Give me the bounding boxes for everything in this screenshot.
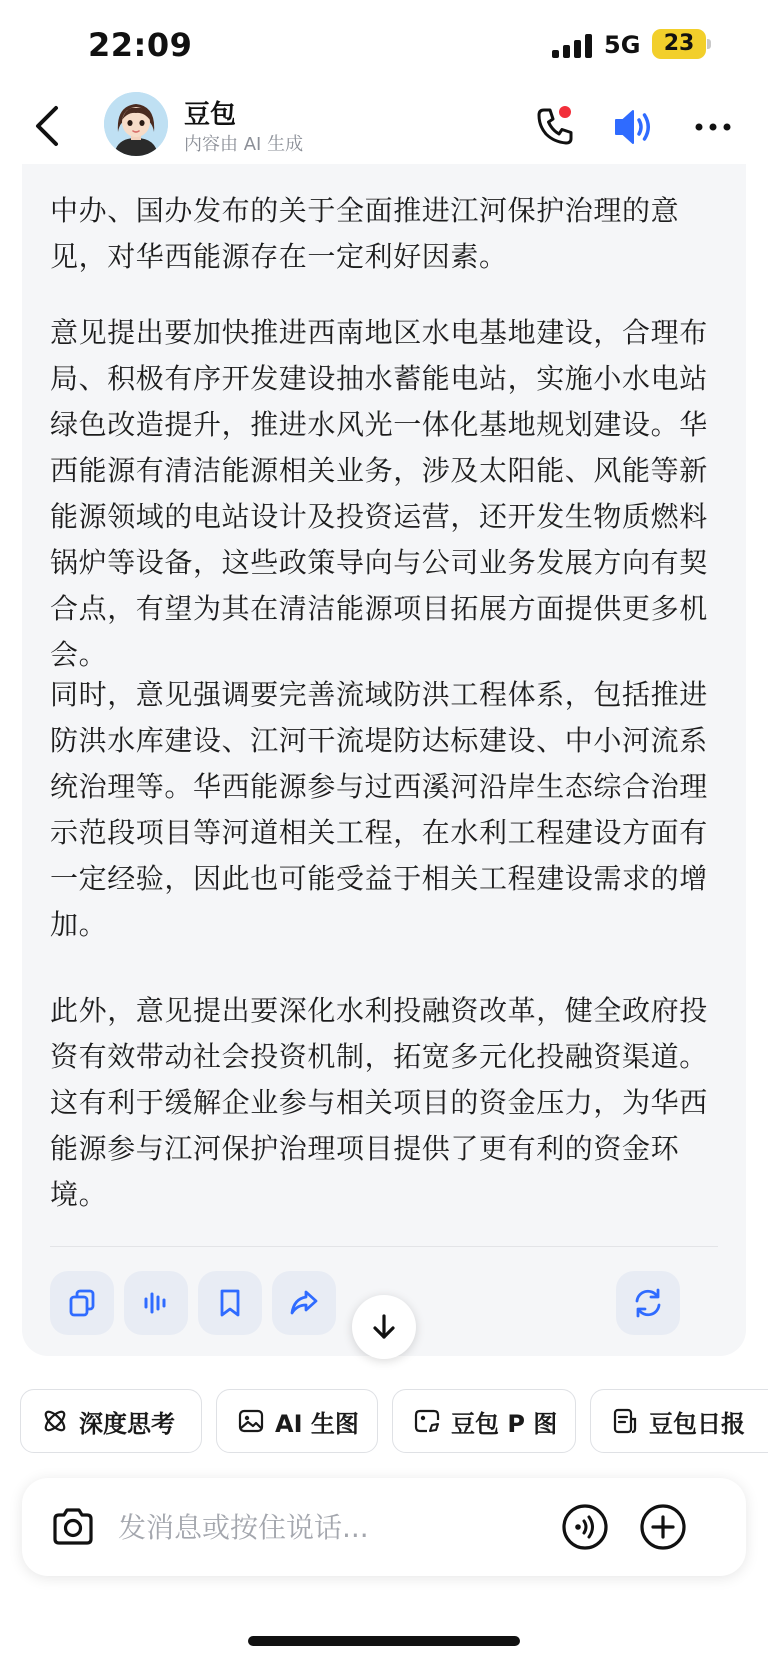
phone-icon	[530, 102, 580, 152]
camera-icon	[46, 1500, 100, 1554]
message-paragraph: 意见提出要加快推进西南地区水电基地建设，合理布局、积极有序开发建设抽水蓄能电站，实施小水电站绿色改造提升，推进水风光一体化基地规划建设。华西能源有清洁能源相关业务，涉及太阳能、风能等新能源领域的电站设计及投资运营，还开发生物质燃料锅炉等设备，这些政策导向与公司业务发展方向有契合点，有望为其在清洁能源项目拓展方面提供更多机会。	[50, 316, 708, 671]
share-icon	[287, 1286, 321, 1320]
plus-circle-icon	[636, 1500, 690, 1554]
chip-photo-edit[interactable]	[392, 1389, 576, 1453]
more-icon	[690, 102, 740, 152]
voice-wave-icon	[558, 1500, 612, 1554]
back-arrow-icon	[26, 100, 74, 152]
bookmark-button[interactable]	[198, 1271, 262, 1335]
avatar-icon	[104, 92, 168, 156]
more-button[interactable]	[690, 102, 740, 152]
speaker-button[interactable]	[608, 102, 658, 152]
chip-deep-think[interactable]	[20, 1389, 202, 1453]
battery-icon	[652, 29, 706, 59]
chip-label: 深度思考	[79, 1409, 175, 1438]
chip-label: AI 生图	[275, 1409, 359, 1438]
back-button[interactable]	[26, 100, 74, 152]
message-paragraph: 中办、国办发布的关于全面推进江河保护治理的意见，对华西能源存在一定利好因素。	[50, 194, 680, 273]
message-card	[22, 164, 746, 1356]
ai-generated-note: 内容由 AI 生成	[184, 134, 304, 155]
image-icon	[237, 1407, 265, 1435]
camera-button[interactable]	[46, 1500, 100, 1554]
avatar[interactable]	[104, 92, 168, 156]
copy-icon	[65, 1286, 99, 1320]
voice-call-button[interactable]	[558, 1500, 612, 1554]
arrow-down-icon	[369, 1312, 399, 1342]
chat-header	[0, 90, 768, 166]
notification-dot	[559, 106, 571, 118]
chip-label: 豆包日报	[649, 1409, 745, 1438]
status-bar	[0, 0, 768, 90]
add-button[interactable]	[636, 1500, 690, 1554]
scroll-to-bottom-button[interactable]	[352, 1295, 416, 1359]
bookmark-icon	[213, 1286, 247, 1320]
speaker-icon	[608, 102, 658, 152]
message-input[interactable]	[118, 1502, 578, 1552]
home-indicator	[248, 1636, 520, 1646]
voice-play-icon	[139, 1286, 173, 1320]
regenerate-button[interactable]	[616, 1271, 680, 1335]
copy-button[interactable]	[50, 1271, 114, 1335]
battery-tip	[707, 39, 711, 49]
signal-icon	[552, 34, 594, 58]
call-button[interactable]	[530, 102, 580, 152]
bot-name: 豆包	[184, 100, 237, 130]
chip-daily-report[interactable]	[590, 1389, 768, 1453]
network-type: 5G	[604, 31, 641, 59]
message-paragraph: 此外，意见提出要深化水利投融资改革，健全政府投资有效带动社会投资机制，拓宽多元化投融资渠道。这有利于缓解企业参与相关项目的资金压力，为华西能源参与江河保护治理项目提供了更有利的资金环境。	[50, 994, 708, 1211]
photo-edit-icon	[413, 1407, 441, 1435]
read-aloud-button[interactable]	[124, 1271, 188, 1335]
deep-think-icon	[41, 1407, 69, 1435]
chip-ai-image[interactable]	[216, 1389, 378, 1453]
message-divider	[50, 1246, 718, 1247]
status-time: 22:09	[88, 26, 193, 64]
regenerate-icon	[630, 1285, 666, 1321]
chip-label: 豆包 P 图	[451, 1409, 558, 1438]
daily-report-icon	[611, 1407, 639, 1435]
battery-level: 23	[663, 31, 695, 56]
share-button[interactable]	[272, 1271, 336, 1335]
message-composer	[22, 1478, 746, 1576]
message-paragraph: 同时，意见强调要完善流域防洪工程体系，包括推进防洪水库建设、江河干流堤防达标建设、中小河流系统治理等。华西能源参与过西溪河沿岸生态综合治理示范段项目等河道相关工程，在水利工程建设方面有一定经验，因此也可能受益于相关工程建设需求的增加。	[50, 678, 708, 941]
